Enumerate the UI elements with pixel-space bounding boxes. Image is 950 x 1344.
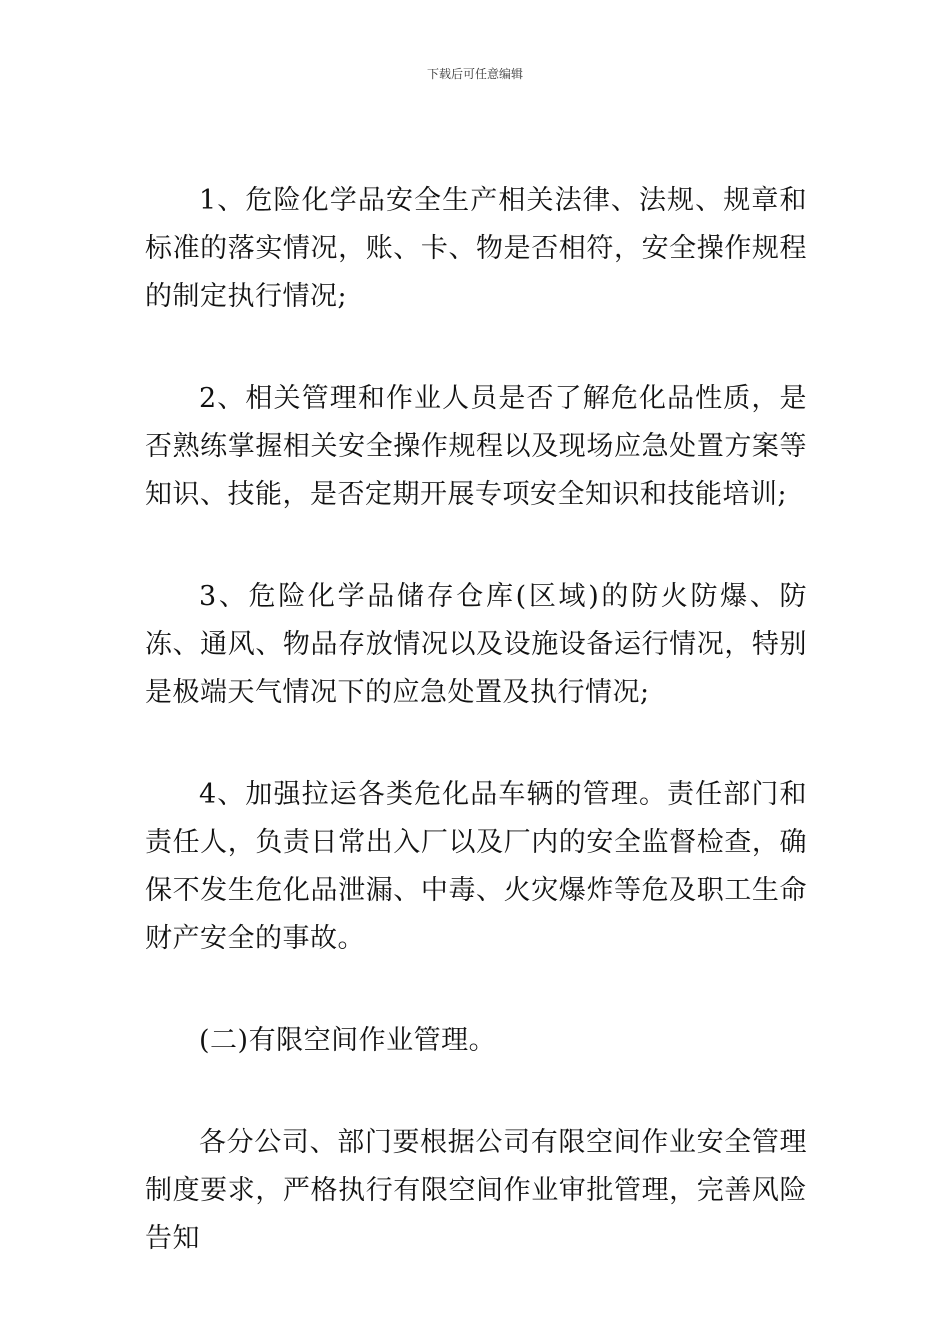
header-note: 下载后可任意编辑 [426, 67, 523, 81]
paragraph-item-5: 各分公司、部门要根据公司有限空间作业安全管理制度要求，严格执行有限空间作业审批管理，完善风险告知 [145, 1127, 807, 1254]
section-heading: (二)有限空间作业管理。 [199, 1025, 497, 1056]
paragraph-item-1: 1、危险化学品安全生产相关法律、法规、规章和标准的落实情况，账、卡、物是否相符，安全操作规程的制定执行情况; [145, 185, 807, 312]
document-body [145, 177, 807, 1263]
paragraph-item-4: 4、加强拉运各类危化品车辆的管理。责任部门和责任人，负责日常出入厂以及厂内的安全监督检查，确保不发生危化品泄漏、中毒、火灾爆炸等危及职工生命财产安全的事故。 [145, 779, 807, 954]
paragraph-item-3: 3、危险化学品储存仓库(区域)的防火防爆、防冻、通风、物品存放情况以及设施设备运行情况，特别是极端天气情况下的应急处置及执行情况; [145, 581, 807, 708]
paragraph-item-2: 2、相关管理和作业人员是否了解危化品性质，是否熟练掌握相关安全操作规程以及现场应急处置方案等知识、技能，是否定期开展专项安全知识和技能培训; [145, 383, 807, 510]
